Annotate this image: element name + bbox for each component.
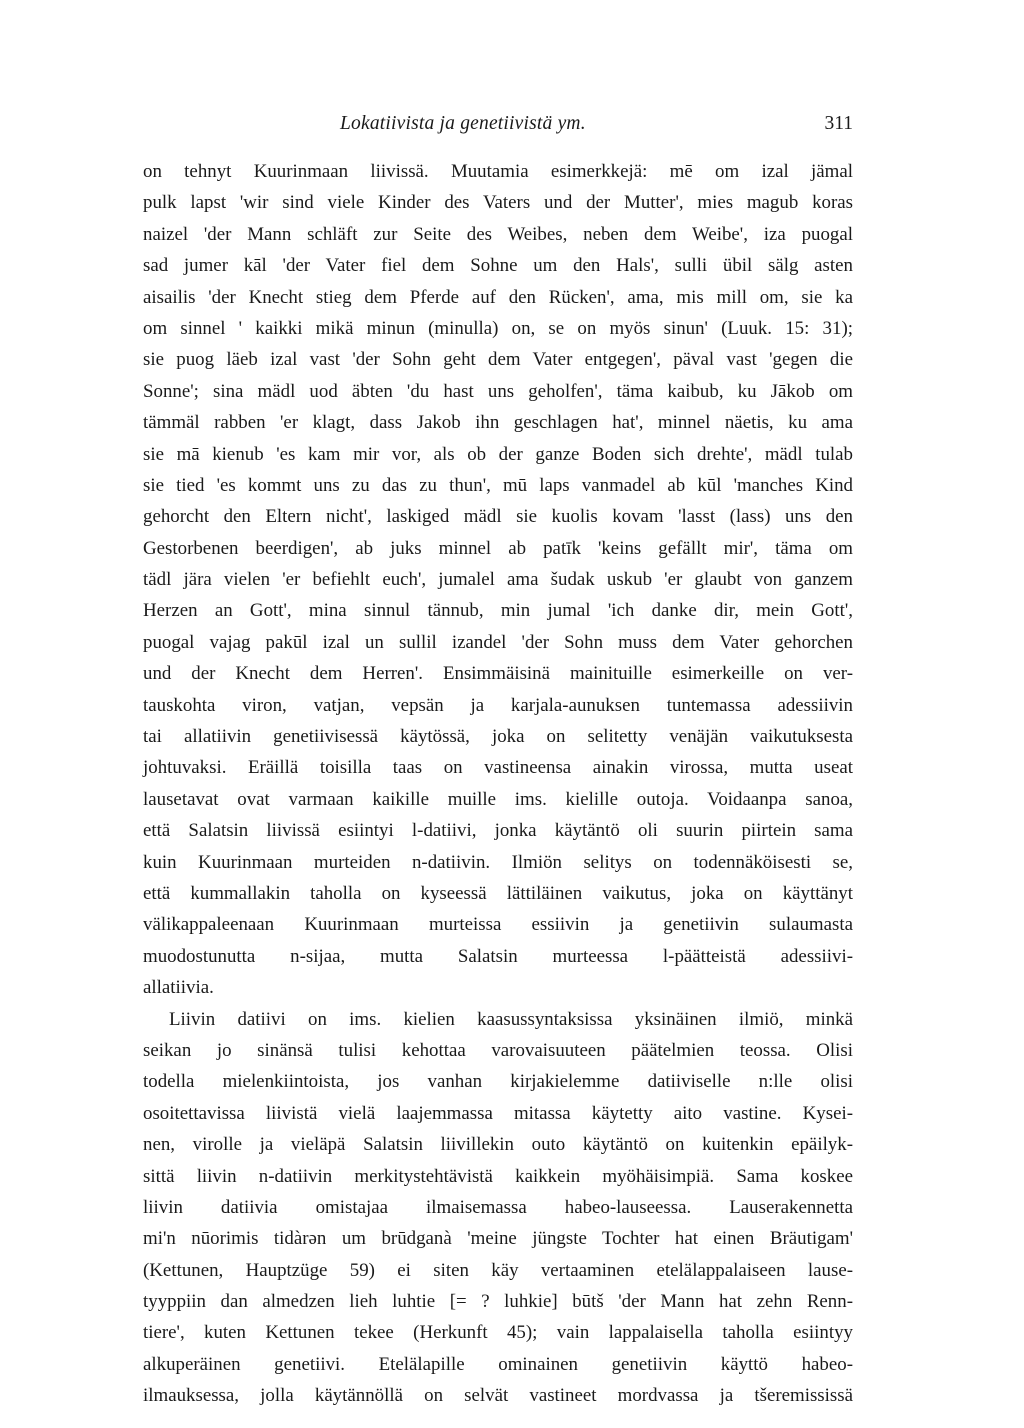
text-line: tauskohta viron, vatjan, vepsän ja karjala-aunuksen tuntemassa adessiivin — [143, 694, 853, 716]
text-line: lausetavat ovat varmaan kaikille muille ims. kielille outoja. Voidaanpa sanoa, — [143, 788, 853, 810]
page-number: 311 — [824, 113, 853, 134]
text-line: Liivin datiivi on ims. kielien kaasussyntaksissa yksinäinen ilmiö, minkä — [169, 1008, 853, 1030]
text-line: mi'n nūorimis tidàrən um brūdganà 'meine jüngste Tochter hat einen Bräutigam' — [143, 1228, 853, 1250]
text-line: nen, virolle ja vieläpä Salatsin liivillekin outo käytäntö on kuitenkin epäilyk- — [143, 1134, 853, 1156]
running-head — [143, 113, 853, 143]
text-line: sad jumer kāl 'der Vater fiel dem Sohne um den Hals', sulli übil sälg asten — [143, 255, 853, 277]
text-line: Gestorbenen beerdigen', ab juks minnel ab patīk 'keins gefällt mir', täma om — [143, 537, 853, 559]
body-text — [143, 156, 853, 1412]
text-line: und der Knecht dem Herren'. Ensimmäisinä mainituille esimerkeille on ver- — [143, 663, 853, 685]
text-line: liivin datiivia omistajaa ilmaisemassa habeo-lauseessa. Lauserakennetta — [143, 1196, 853, 1218]
text-line: ilmauksessa, jolla käytännöllä on selvät vastineet mordvassa ja tšeremississä — [143, 1385, 853, 1407]
text-line: aisailis 'der Knecht stieg dem Pferde auf den Rücken', ama, mis mill om, sie ka — [143, 286, 853, 308]
text-line: sittä liivin n-datiivin merkitystehtävistä kaikkein myöhäisimpiä. Sama koskee — [143, 1165, 853, 1187]
text-line: tyyppiin dan almeǳen lieh luhtie [= ? luhkie] būtš 'der Mann hat zehn Renn- — [143, 1291, 853, 1313]
text-line: johtuvaksi. Eräillä toisilla taas on vastineensa ainakin virossa, mutta useat — [143, 757, 853, 779]
text-line: kuin Kuurinmaan murteiden n-datiivin. Ilmiön selitys on todennäköisesti se, — [143, 851, 853, 873]
text-line: tai allatiivin genetiivisessä käytössä, joka on selitetty venäjän vaikutuksesta — [143, 726, 853, 748]
text-line: sie mā kienub 'es kam mir vor, als ob der ganze Boden sich drehte', mädl tulab — [143, 443, 853, 465]
text-line: että Salatsin liivissä esiintyi l-datiivi, jonka käytäntö oli suurin piirtein sama — [143, 820, 853, 842]
text-line: todella mielenkiintoista, jos vanhan kirjakielemme datiiviselle n:lle olisi — [143, 1071, 853, 1093]
text-line: Sonne'; sina mädl uod äbten 'du hast uns geholfen', täma kaibub, ku Jākob om — [143, 380, 853, 402]
text-line: (Kettunen, Hauptzüge 59) ei siten käy vertaaminen etelälappalaiseen lause- — [143, 1259, 853, 1281]
text-line: osoitettavissa liivistä vielä laajemmassa mitassa käytetty aito vastine. Kysei- — [143, 1102, 853, 1124]
text-line: että kummallakin taholla on kyseessä lättiläinen vaikutus, joka on käyttänyt — [143, 882, 853, 904]
text-line: välikappaleenaan Kuurinmaan murteissa essiivin ja genetiivin sulaumasta — [143, 914, 853, 936]
text-line: sie puog läeb izal vast 'der Sohn geht dem Vater entgegen', päval vast 'gegen die — [143, 349, 853, 371]
text-line: on tehnyt Kuurinmaan liivissä. Muutamia esimerkkejä: mē om izal jämal — [143, 161, 853, 182]
text-line: allatiivia. — [143, 977, 214, 999]
text-line: puogal vajag pakūl izal un sullil izandel 'der Sohn muss dem Vater gehorchen — [143, 631, 853, 653]
text-line: tiere', kuten Kettunen tekee (Herkunft 45); vain lappalaisella taholla esiintyy — [143, 1322, 853, 1344]
text-line: pulk lapst 'wir sind viele Kinder des Vaters und der Mutter', mies magub koras — [143, 192, 853, 214]
text-line: seikan jo sinänsä tulisi kehottaa varovaisuuteen päätelmien teossa. Olisi — [143, 1039, 853, 1061]
text-line: Herzen an Gott', mina sinnul tännub, min jumal 'ich danke dir, mein Gott', — [143, 600, 853, 622]
text-line: muodostunutta n-sijaa, mutta Salatsin murteessa l-päätteistä adessiivi- — [143, 945, 853, 967]
text-line: tädl jära vielen 'er befiehlt euch', jumalel ama šudak uskub 'er glaubt von ganzem — [143, 569, 853, 591]
text-line: alkuperäinen genetiivi. Etelälapille ominainen genetiivin käyttö habeo- — [143, 1353, 853, 1375]
text-line: tämmäl rabben 'er klagt, dass Jakob ihn geschlagen hat', minnel näetis, ku ama — [143, 412, 853, 434]
text-line: naizel 'der Mann schläft zur Seite des Weibes, neben dem Weibe', iza puogal — [143, 223, 853, 245]
text-line: gehorcht den Eltern nicht', laskiged mädl sie kuolis kovam 'lasst (lass) uns den — [143, 506, 853, 528]
text-line: sie tied 'es kommt uns zu das zu thun', mū laps vanmadel ab kūl 'manches Kind — [143, 474, 853, 496]
running-title: Lokatiivista ja genetiivistä ym. — [340, 113, 586, 134]
text-line: om sinnel ' kaikki mikä minun (minulla) on, se on myös sinun' (Luuk. 15: 31); — [143, 317, 853, 339]
